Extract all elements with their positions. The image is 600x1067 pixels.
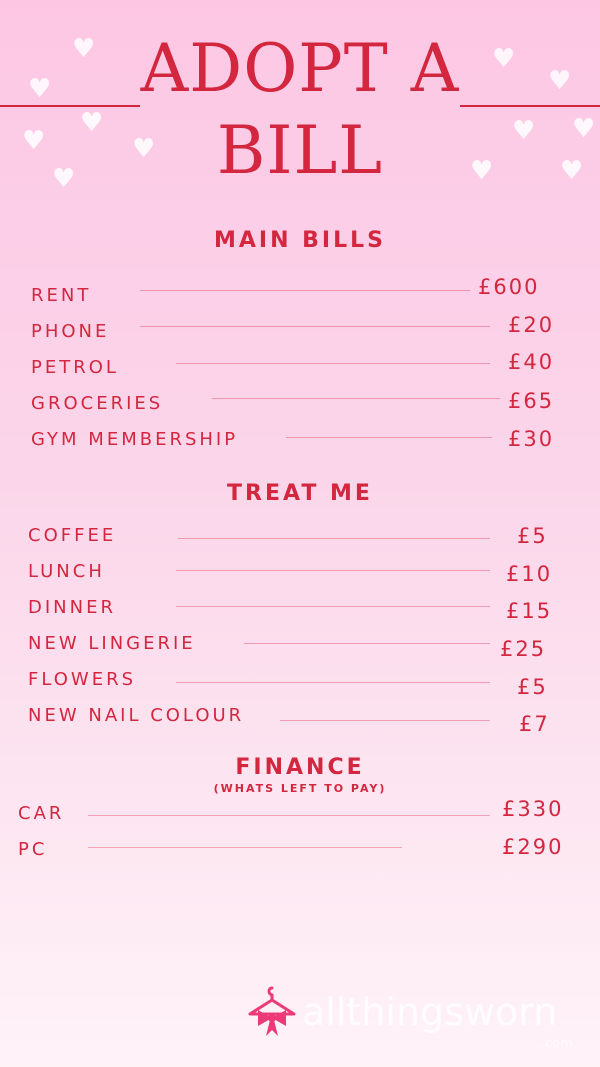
heart-icon: ♥ bbox=[80, 108, 104, 138]
brand-name: allthingsworn bbox=[302, 990, 558, 1034]
list-item-label: GROCERIES bbox=[31, 393, 164, 414]
list-item-label: COFFEE bbox=[28, 525, 117, 546]
dotted-leader bbox=[140, 290, 470, 291]
title-rule-right bbox=[460, 105, 600, 107]
dotted-leader bbox=[178, 538, 490, 539]
dotted-leader bbox=[140, 326, 490, 327]
list-item-price: £5 bbox=[517, 675, 548, 699]
heart-icon: ♥ bbox=[22, 126, 46, 156]
list-item-price: £5 bbox=[517, 524, 548, 548]
list-item-label: FLOWERS bbox=[28, 669, 137, 690]
brand-suffix: .com bbox=[540, 1036, 574, 1050]
heart-icon: ♥ bbox=[512, 116, 536, 146]
heart-icon: ♥ bbox=[132, 134, 156, 164]
list-item-label: DINNER bbox=[28, 597, 116, 618]
treat-me-heading: TREAT ME bbox=[227, 481, 373, 506]
list-item-price: £30 bbox=[508, 427, 555, 451]
list-item-label: NEW NAIL COLOUR bbox=[28, 705, 245, 726]
dotted-leader bbox=[176, 570, 490, 571]
list-item-label: PHONE bbox=[31, 321, 110, 342]
hanger-bow-icon bbox=[246, 984, 298, 1040]
heart-icon: ♥ bbox=[52, 164, 76, 194]
heart-icon: ♥ bbox=[72, 34, 96, 64]
list-item-price: £15 bbox=[506, 599, 553, 623]
heart-icon: ♥ bbox=[470, 156, 494, 186]
list-item-price: £10 bbox=[506, 562, 553, 586]
dotted-leader bbox=[88, 847, 402, 848]
title-rule-left bbox=[0, 105, 140, 107]
list-item-label: GYM MEMBERSHIP bbox=[31, 429, 239, 450]
heart-icon: ♥ bbox=[572, 114, 596, 144]
list-item-price: £40 bbox=[508, 350, 555, 374]
dotted-leader bbox=[176, 606, 490, 607]
finance-heading: FINANCE bbox=[235, 755, 365, 780]
list-item-price: £7 bbox=[519, 712, 550, 736]
heart-icon: ♥ bbox=[28, 74, 52, 104]
list-item-label: CAR bbox=[18, 803, 65, 824]
list-item-price: £20 bbox=[508, 313, 555, 337]
dotted-leader bbox=[280, 720, 490, 721]
dotted-leader bbox=[88, 815, 490, 816]
main-bills-heading: MAIN BILLS bbox=[213, 228, 386, 253]
list-item-label: RENT bbox=[31, 285, 92, 306]
heart-icon: ♥ bbox=[492, 44, 516, 74]
finance-subheading: (WHATS LEFT TO PAY) bbox=[213, 782, 387, 795]
list-item-price: £600 bbox=[478, 275, 540, 299]
dotted-leader bbox=[286, 437, 492, 438]
list-item-price: £25 bbox=[500, 637, 547, 661]
list-item-label: PETROL bbox=[31, 357, 119, 378]
heart-icon: ♥ bbox=[560, 156, 584, 186]
list-item-price: £65 bbox=[508, 389, 555, 413]
list-item-label: NEW LINGERIE bbox=[28, 633, 196, 654]
heart-icon: ♥ bbox=[548, 66, 572, 96]
dotted-leader bbox=[176, 363, 490, 364]
page-title-line2: BILL bbox=[216, 112, 384, 189]
page-title-line1: ADOPT A bbox=[140, 30, 460, 107]
list-item-price: £290 bbox=[502, 835, 564, 859]
list-item-label: PC bbox=[18, 839, 48, 860]
dotted-leader bbox=[244, 643, 490, 644]
dotted-leader bbox=[176, 682, 490, 683]
list-item-label: LUNCH bbox=[28, 561, 105, 582]
list-item-price: £330 bbox=[502, 797, 564, 821]
dotted-leader bbox=[212, 398, 500, 399]
